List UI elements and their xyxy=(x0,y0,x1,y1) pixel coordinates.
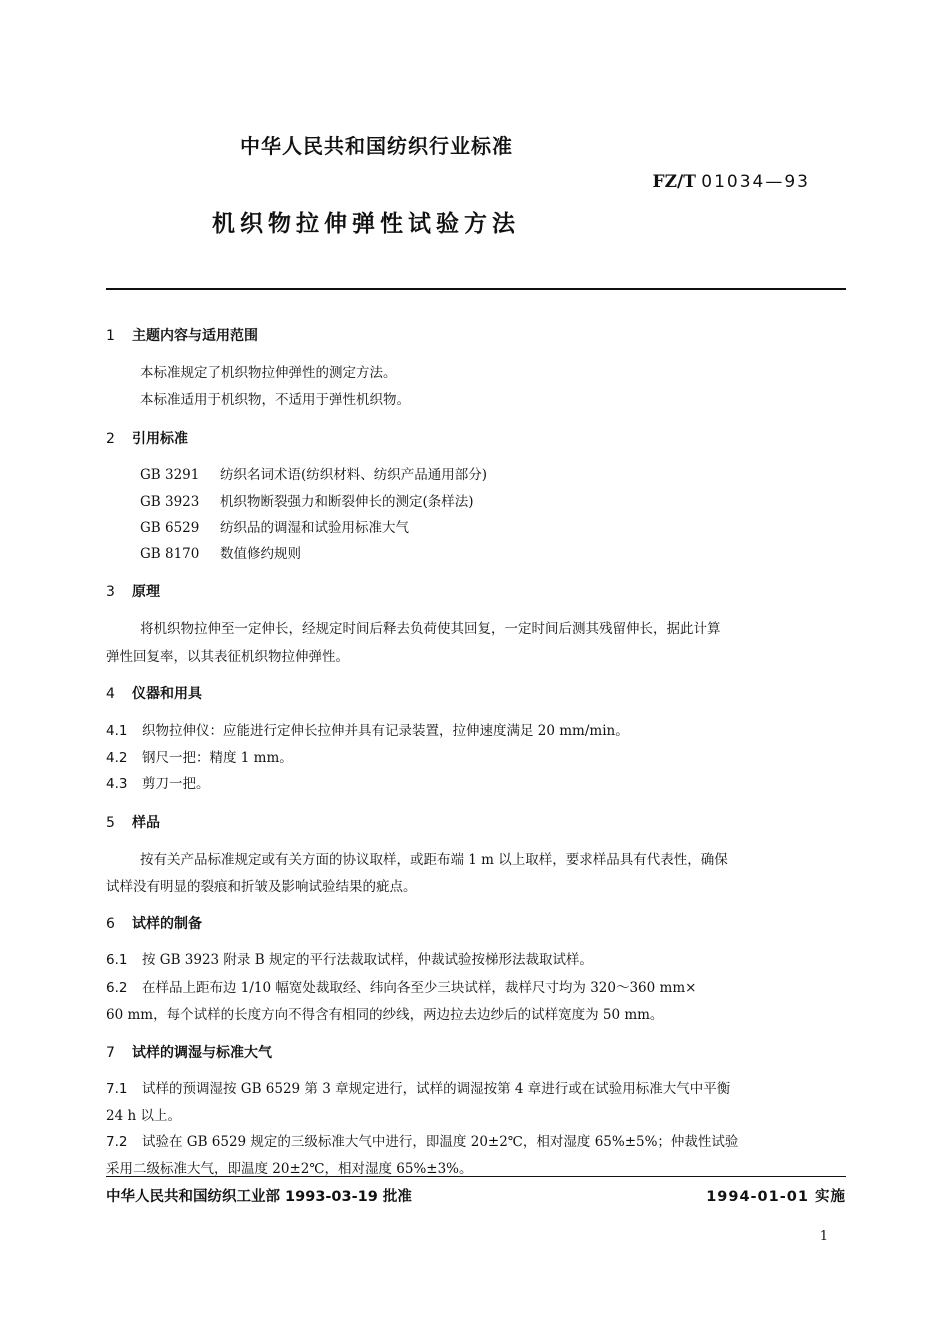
clause-4-3: 4.3 剪刀一把。 xyxy=(106,776,210,792)
reference-item: GB 3291 纺织名词术语(纺织材料、纺织产品通用部分) xyxy=(140,467,488,483)
clause-6-2-line-2: 60 mm，每个试样的长度方向不得含有相同的纱线，两边拉去边纱后的试样宽度为 50 mm。 xyxy=(106,1007,664,1023)
section-3-paragraph-line-1: 将机织物拉伸至一定伸长，经规定时间后释去负荷使其回复，一定时间后测其残留伸长，据此计算 xyxy=(140,621,721,637)
footer-divider xyxy=(106,1176,846,1177)
section-5-heading: 5 样品 xyxy=(106,815,160,831)
section-3-paragraph-line-2: 弹性回复率，以其表征机织物拉伸弹性。 xyxy=(106,649,349,665)
reference-item: GB 8170 数值修约规则 xyxy=(140,546,301,562)
page-number: 1 xyxy=(819,1229,828,1244)
reference-item: GB 3923 机织物断裂强力和断裂伸长的测定(条样法) xyxy=(140,494,474,510)
standard-code-prefix: FZ/T xyxy=(652,172,696,192)
clause-7-2-line-1: 7.2 试验在 GB 6529 规定的三级标准大气中进行，即温度 20±2℃，相对湿度 65%±5%；仲裁性试验 xyxy=(106,1134,739,1150)
section-3-heading: 3 原理 xyxy=(106,584,160,600)
section-5-paragraph-line-2: 试样没有明显的裂痕和折皱及影响试验结果的疵点。 xyxy=(106,879,417,895)
clause-7-2-line-2: 采用二级标准大气，即温度 20±2℃，相对湿度 65%±3%。 xyxy=(106,1161,473,1177)
issuing-organization: 中华人民共和国纺织行业标准 xyxy=(240,134,513,158)
document-title: 机织物拉伸弹性试验方法 xyxy=(212,211,520,237)
section-1-paragraph-1: 本标准规定了机织物拉伸弹性的测定方法。 xyxy=(140,365,397,381)
clause-7-1-line-1: 7.1 试样的预调湿按 GB 6529 第 3 章规定进行，试样的调湿按第 4 章进行或在试验用标准大气中平衡 xyxy=(106,1081,731,1097)
standard-code-number: 01034—93 xyxy=(701,172,810,192)
section-1-paragraph-2: 本标准适用于机织物，不适用于弹性机织物。 xyxy=(140,392,410,408)
section-1-heading: 1 主题内容与适用范围 xyxy=(106,328,258,344)
clause-6-2-line-1: 6.2 在样品上距布边 1/10 幅宽处裁取经、纬向各至少三块试样，裁样尺寸均为 320～360 mm× xyxy=(106,980,697,996)
section-6-heading: 6 试样的制备 xyxy=(106,916,202,932)
section-4-heading: 4 仪器和用具 xyxy=(106,686,202,702)
section-7-heading: 7 试样的调湿与标准大气 xyxy=(106,1045,272,1061)
header-divider xyxy=(106,288,846,290)
approval-line: 中华人民共和国纺织工业部 1993-03-19 批准 xyxy=(106,1189,412,1205)
section-5-paragraph-line-1: 按有关产品标准规定或有关方面的协议取样，或距布端 1 m 以上取样，要求样品具有代表性，确保 xyxy=(140,852,728,868)
clause-6-1: 6.1 按 GB 3923 附录 B 规定的平行法裁取试样，仲裁试验按梯形法裁取试样。 xyxy=(106,952,593,968)
reference-item: GB 6529 纺织品的调湿和试验用标准大气 xyxy=(140,520,409,536)
clause-4-2: 4.2 钢尺一把：精度 1 mm。 xyxy=(106,750,293,766)
clause-7-1-line-2: 24 h 以上。 xyxy=(106,1108,181,1124)
implementation-date: 1994-01-01 实施 xyxy=(706,1189,846,1205)
section-2-heading: 2 引用标准 xyxy=(106,431,188,447)
standard-code xyxy=(653,172,810,192)
clause-4-1: 4.1 织物拉伸仪：应能进行定伸长拉伸并具有记录装置，拉伸速度满足 20 mm/min。 xyxy=(106,723,629,739)
